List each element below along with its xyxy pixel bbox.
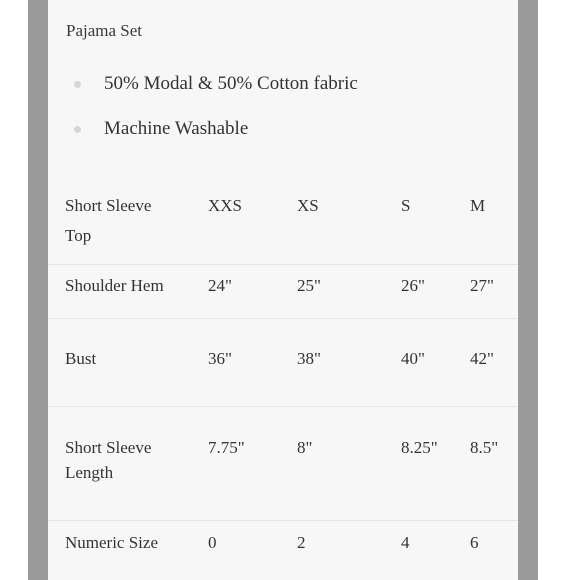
table-cell: 8.25" [401, 438, 438, 457]
table-cell: 0 [208, 533, 217, 552]
table-cell: 26" [401, 276, 425, 295]
table-cell: 38" [297, 349, 321, 368]
size-column-header: XXS [208, 196, 243, 215]
header-label-line: Top [65, 226, 92, 245]
table-cell: 36" [208, 349, 232, 368]
feature-item: Machine Washable [104, 118, 249, 139]
row-divider [48, 406, 518, 407]
header-label-line: Short Sleeve [65, 196, 152, 215]
size-column-header: S [401, 196, 411, 215]
table-cell: 27" [470, 276, 494, 295]
table-cell: 24" [208, 276, 232, 295]
size-column-header: XS [297, 196, 319, 215]
feature-item: 50% Modal & 50% Cotton fabric [104, 73, 358, 94]
bullet-dot-icon [74, 81, 81, 88]
table-cell: 42" [470, 349, 494, 368]
row-label-line: Short Sleeve [65, 438, 152, 457]
table-cell: 8.5" [470, 438, 499, 457]
row-label-line: Length [65, 463, 114, 482]
row-divider [48, 520, 518, 521]
table-cell: 25" [297, 276, 321, 295]
table-cell: 40" [401, 349, 425, 368]
product-title: Pajama Set [66, 21, 143, 40]
right-frame-border [518, 0, 538, 580]
row-divider [48, 264, 518, 265]
row-label: Numeric Size [65, 533, 158, 552]
bullet-dot-icon [74, 126, 81, 133]
row-label: Shoulder Hem [65, 276, 164, 295]
row-label: Bust [65, 349, 97, 368]
table-cell: 4 [401, 533, 410, 552]
left-frame-border [28, 0, 48, 580]
table-cell: 6 [470, 533, 479, 552]
table-cell: 8" [297, 438, 313, 457]
row-divider [48, 318, 518, 319]
table-cell: 7.75" [208, 438, 245, 457]
table-cell: 2 [297, 533, 306, 552]
size-column-header: M [470, 196, 486, 215]
